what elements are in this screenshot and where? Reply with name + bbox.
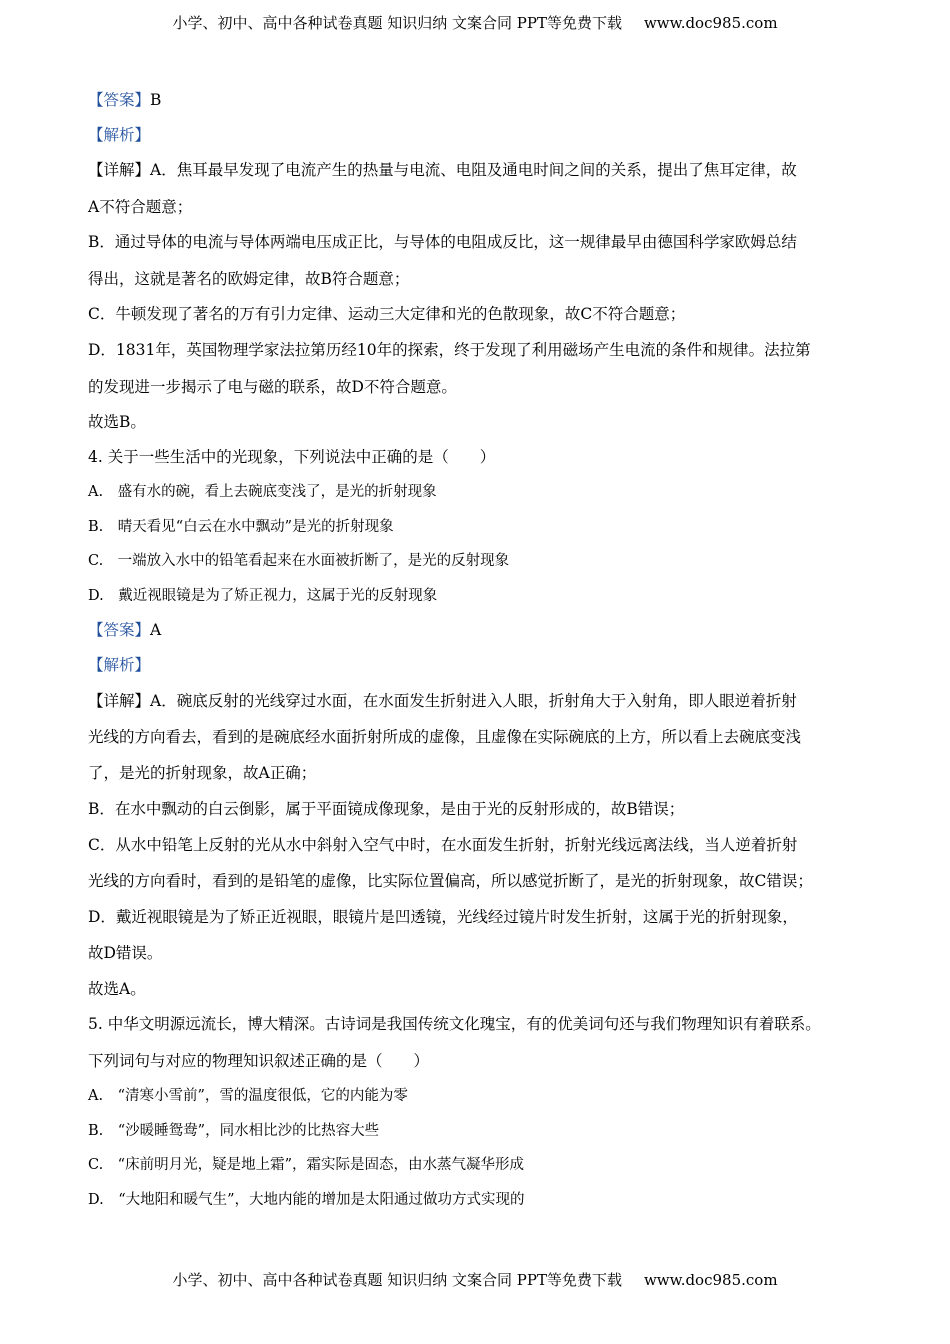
header-text: 小学、初中、高中各种试卷真题 知识归纳 文案合同 PPT等免费下载 <box>172 14 622 32</box>
q3-detail-a-line1 <box>88 159 797 181</box>
detail-tag: 【详解】 <box>88 161 151 179</box>
q4-stem: 4. 关于一些生活中的光现象，下列说法中正确的是（ ） <box>88 448 496 466</box>
answer-value: B <box>150 91 162 109</box>
q4-detail-c-line1: C．从水中铅笔上反射的光从水中斜射入空气中时，在水面发生折射，折射光线远离法线，当人逆着折射 <box>88 836 798 854</box>
q4-detail-b: B．在水中飘动的白云倒影，属于平面镜成像现象，是由于光的反射形成的，故B错误； <box>88 800 685 818</box>
q4-conclusion: 故选A。 <box>88 980 146 998</box>
q4-detail-a-line2: 光线的方向看去，看到的是碗底经水面折射所成的虚像，且虚像在实际碗底的上方，所以看上去碗底变浅 <box>88 728 802 746</box>
header-url[interactable]: www.doc985.com <box>643 14 778 32</box>
footer-url[interactable]: www.doc985.com <box>643 1271 778 1289</box>
q3-analysis-heading <box>88 124 150 146</box>
q5-option-a: A. “清寒小雪前”，雪的温度很低，它的内能为零 <box>88 1088 408 1104</box>
q3-conclusion: 故选B。 <box>88 413 146 431</box>
analysis-tag: 【解析】 <box>88 656 151 674</box>
q4-option-c: C. 一端放入水中的铅笔看起来在水面被折断了，是光的反射现象 <box>88 553 510 569</box>
q5-option-b: B. “沙暖睡鸳鸯”，同水相比沙的比热容大些 <box>88 1123 380 1139</box>
q4-option-b: B. 晴天看见“白云在水中飘动”是光的折射现象 <box>88 519 394 535</box>
q5-stem-line1: 5. 中华文明源远流长，博大精深。古诗词是我国传统文化瑰宝，有的优美词句还与我们物理知识有着联系。 <box>88 1015 821 1033</box>
q4-answer <box>88 619 161 641</box>
answer-tag: 【答案】 <box>88 621 151 639</box>
detail-text: A．焦耳最早发现了电流产生的热量与电流、电阻及通电时间之间的关系，提出了焦耳定律，故 <box>150 161 797 179</box>
q3-detail-d-line2: 的发现进一步揭示了电与磁的联系，故D不符合题意。 <box>88 378 457 396</box>
q3-detail-c: C．牛顿发现了著名的万有引力定律、运动三大定律和光的色散现象，故C不符合题意； <box>88 305 686 323</box>
q3-detail-a-line2: A不符合题意； <box>88 198 193 216</box>
q3-detail-b-line2: 得出，这就是著名的欧姆定律，故B符合题意； <box>88 270 410 288</box>
footer-text: 小学、初中、高中各种试卷真题 知识归纳 文案合同 PPT等免费下载 <box>172 1271 622 1289</box>
q4-option-d: D. 戴近视眼镜是为了矫正视力，这属于光的反射现象 <box>88 588 438 604</box>
q5-stem-line2: 下列词句与对应的物理知识叙述正确的是（ ） <box>88 1052 430 1070</box>
page-header <box>0 12 950 33</box>
q3-answer <box>88 89 161 111</box>
q5-option-d: D. “大地阳和暖气生”，大地内能的增加是太阳通过做功方式实现的 <box>88 1192 525 1208</box>
q5-option-c: C. “床前明月光，疑是地上霜”，霜实际是固态，由水蒸气凝华形成 <box>88 1157 525 1173</box>
q4-analysis-heading <box>88 654 150 676</box>
q4-option-a: A. 盛有水的碗，看上去碗底变浅了，是光的折射现象 <box>88 484 437 500</box>
q3-detail-b-line1: B．通过导体的电流与导体两端电压成正比，与导体的电阻成反比，这一规律最早由德国科学家欧姆总结 <box>88 233 797 251</box>
page-footer <box>0 1269 950 1290</box>
q4-detail-d-line2: 故D错误。 <box>88 944 163 962</box>
answer-value: A <box>150 621 162 639</box>
detail-text: A．碗底反射的光线穿过水面，在水面发生折射进入人眼，折射角大于入射角，即人眼逆着折射 <box>150 692 797 710</box>
q4-detail-a-line1 <box>88 690 797 712</box>
q4-detail-a-line3: 了，是光的折射现象，故A正确； <box>88 764 317 782</box>
detail-tag: 【详解】 <box>88 692 151 710</box>
q4-detail-c-line2: 光线的方向看时，看到的是铅笔的虚像，比实际位置偏高，所以感觉折断了，是光的折射现象，故C错误； <box>88 872 813 890</box>
answer-tag: 【答案】 <box>88 91 151 109</box>
q4-detail-d-line1: D．戴近视眼镜是为了矫正近视眼，眼镜片是凹透镜，光线经过镜片时发生折射，这属于光的折射现象， <box>88 908 798 926</box>
q3-detail-d-line1: D．1831年，英国物理学家法拉第历经10年的探索，终于发现了利用磁场产生电流的条件和规律。法拉第 <box>88 341 811 359</box>
analysis-tag: 【解析】 <box>88 126 151 144</box>
